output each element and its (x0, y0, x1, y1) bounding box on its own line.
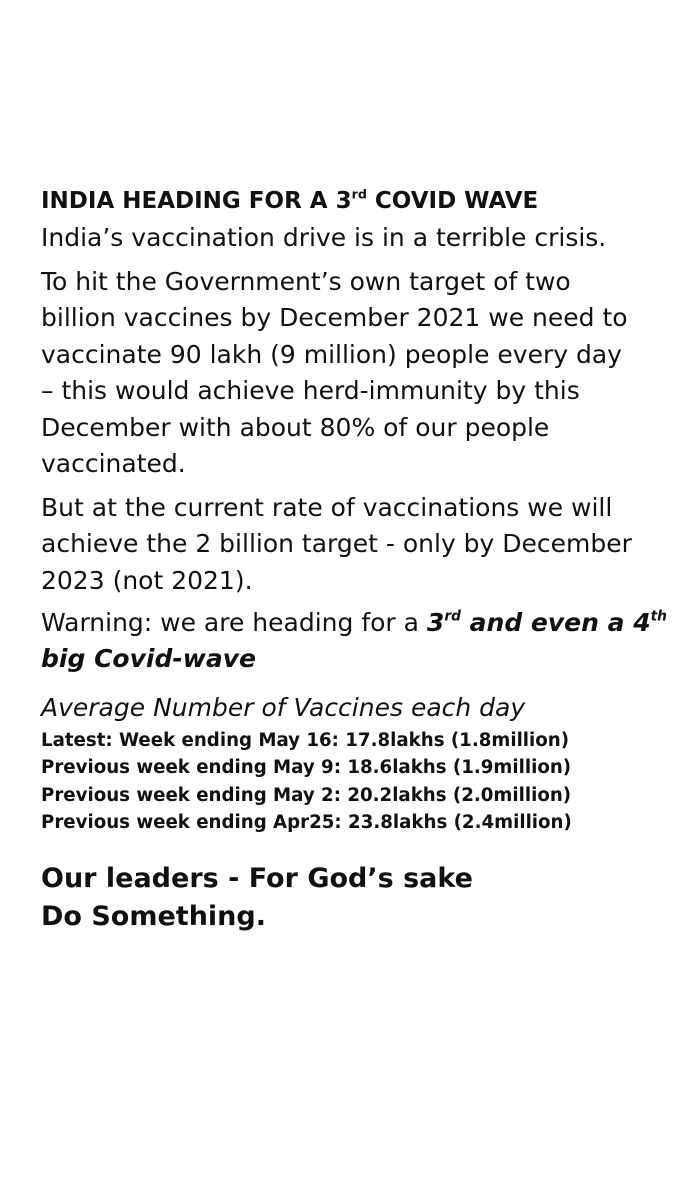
closing-appeal (41, 860, 681, 936)
warning-emphasis: 3rd and even a 4th big Covid-wave (41, 608, 667, 673)
closing-line-1: Our leaders - For God’s sake (41, 863, 473, 895)
headline-ordinal: rd (351, 186, 367, 202)
paragraph-current-rate: But at the current rate of vaccinations we will achieve the 2 billion target - only by December 2023 (not 2021). (41, 492, 632, 595)
vaccine-stat-row: Latest: Week ending May 16: 17.8lakhs (1.8million) (41, 730, 570, 751)
vaccine-stat-row: Previous week ending Apr25: 23.8lakhs (2.4million) (41, 811, 572, 833)
closing-line-2: Do Something. (41, 901, 266, 933)
document-body (41, 182, 681, 936)
warning-lead: Warning: we are heading for a (41, 608, 427, 637)
vaccine-stats-list (41, 727, 681, 836)
warning-statement (41, 605, 681, 677)
paragraph-target: To hit the Government’s own target of two billion vaccines by December 2021 we need to vaccinate 90 lakh (9 million) people every day – this would achieve herd-immunity by this December with about 80% of our people vaccinated. (41, 266, 628, 478)
headline-suffix: COVID WAVE (366, 188, 539, 214)
paragraph-crisis: India’s vaccination drive is in a terrible crisis. (41, 223, 607, 252)
vaccines-section-title: Average Number of Vaccines each day (41, 693, 526, 722)
vaccine-stat-row: Previous week ending May 2: 20.2lakhs (2.0million) (41, 784, 572, 806)
vaccine-stat-row: Previous week ending May 9: 18.6lakhs (1.9million) (41, 757, 572, 779)
headline (41, 182, 681, 220)
headline-prefix: INDIA HEADING FOR A 3 (41, 188, 352, 214)
